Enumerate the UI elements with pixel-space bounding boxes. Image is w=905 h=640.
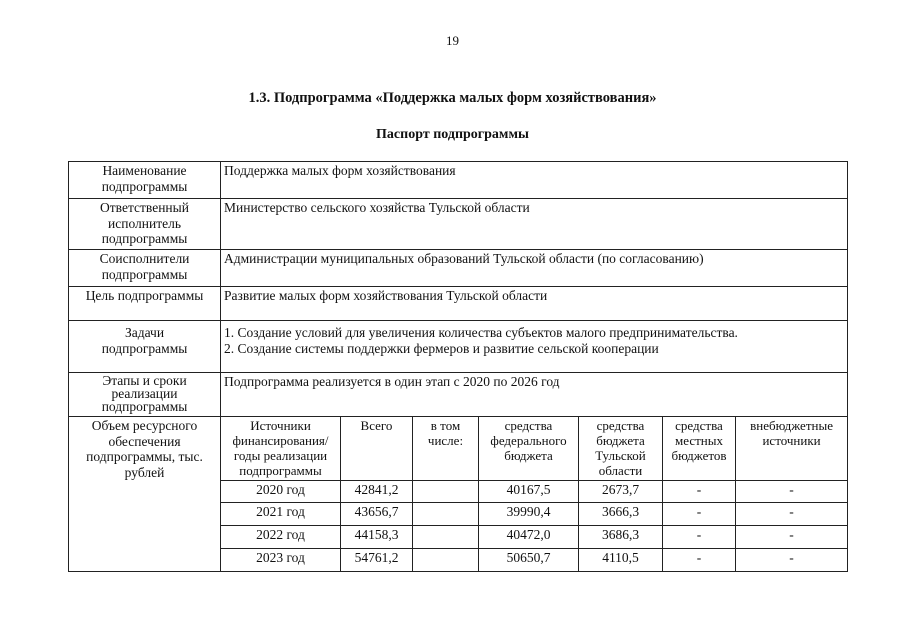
row-stages <box>69 373 848 417</box>
coexecutors-label: Соисполнители подпрограммы <box>69 250 221 287</box>
extrabudgetary-cell: - <box>736 481 848 503</box>
including-cell <box>413 481 479 503</box>
federal-cell: 40167,5 <box>479 481 579 503</box>
row-name <box>69 162 848 199</box>
total-cell: 54761,2 <box>341 549 413 572</box>
executor-label: Ответственный исполнитель подпрограммы <box>69 199 221 250</box>
col-header-extrabudgetary: внебюджетные источники <box>736 417 848 481</box>
regional-cell: 3686,3 <box>579 526 663 549</box>
local-cell: - <box>663 526 736 549</box>
goal-label: Цель подпрограммы <box>69 287 221 321</box>
year-cell: 2021 год <box>221 503 341 526</box>
row-tasks <box>69 321 848 373</box>
row-coexecutors <box>69 250 848 287</box>
federal-cell: 40472,0 <box>479 526 579 549</box>
federal-cell: 50650,7 <box>479 549 579 572</box>
coexecutors-value: Администрации муниципальных образований Тульской области (по согласованию) <box>221 250 848 287</box>
passport-heading: Паспорт подпрограммы <box>376 127 529 142</box>
stages-value: Подпрограмма реализуется в один этап с 2020 по 2026 год <box>221 373 848 417</box>
row-goal <box>69 287 848 321</box>
including-cell <box>413 526 479 549</box>
regional-cell: 3666,3 <box>579 503 663 526</box>
regional-cell: 2673,7 <box>579 481 663 503</box>
stages-label: Этапы и сроки реализации подпрограммы <box>69 373 221 417</box>
col-header-sources: Источники финансирования/ годы реализации подпрограммы <box>221 417 341 481</box>
tasks-label: Задачи подпрограммы <box>69 321 221 373</box>
local-cell: - <box>663 481 736 503</box>
including-cell <box>413 503 479 526</box>
name-value: Поддержка малых форм хозяйствования <box>221 162 848 199</box>
total-cell: 42841,2 <box>341 481 413 503</box>
col-header-federal: средства федерального бюджета <box>479 417 579 481</box>
task-item: 1. Создание условий для увеличения количества субъектов малого предпринимательства. <box>224 325 738 340</box>
regional-cell: 4110,5 <box>579 549 663 572</box>
subprogram-heading: 1.3. Подпрограмма «Поддержка малых форм хозяйствования» <box>248 90 657 106</box>
goal-value: Развитие малых форм хозяйствования Тульской области <box>221 287 848 321</box>
year-cell: 2023 год <box>221 549 341 572</box>
row-executor <box>69 199 848 250</box>
page-number: 19 <box>446 33 459 48</box>
extrabudgetary-cell: - <box>736 503 848 526</box>
local-cell: - <box>663 549 736 572</box>
year-cell: 2020 год <box>221 481 341 503</box>
local-cell: - <box>663 503 736 526</box>
executor-value: Министерство сельского хозяйства Тульской области <box>221 199 848 250</box>
funding-label: Объем ресурсного обеспечения подпрограммы, тыс. рублей <box>69 417 221 572</box>
extrabudgetary-cell: - <box>736 549 848 572</box>
including-cell <box>413 549 479 572</box>
passport-table <box>68 161 848 572</box>
col-header-regional: средства бюджета Тульской области <box>579 417 663 481</box>
total-cell: 44158,3 <box>341 526 413 549</box>
name-label: Наименование подпрограммы <box>69 162 221 199</box>
col-header-total: Всего <box>341 417 413 481</box>
total-cell: 43656,7 <box>341 503 413 526</box>
row-funding-header <box>69 417 848 481</box>
task-item: 2. Создание системы поддержки фермеров и развитие сельской кооперации <box>224 340 659 356</box>
federal-cell: 39990,4 <box>479 503 579 526</box>
year-cell: 2022 год <box>221 526 341 549</box>
tasks-value <box>221 321 848 373</box>
col-header-including: в том числе: <box>413 417 479 481</box>
extrabudgetary-cell: - <box>736 526 848 549</box>
col-header-local: средства местных бюджетов <box>663 417 736 481</box>
